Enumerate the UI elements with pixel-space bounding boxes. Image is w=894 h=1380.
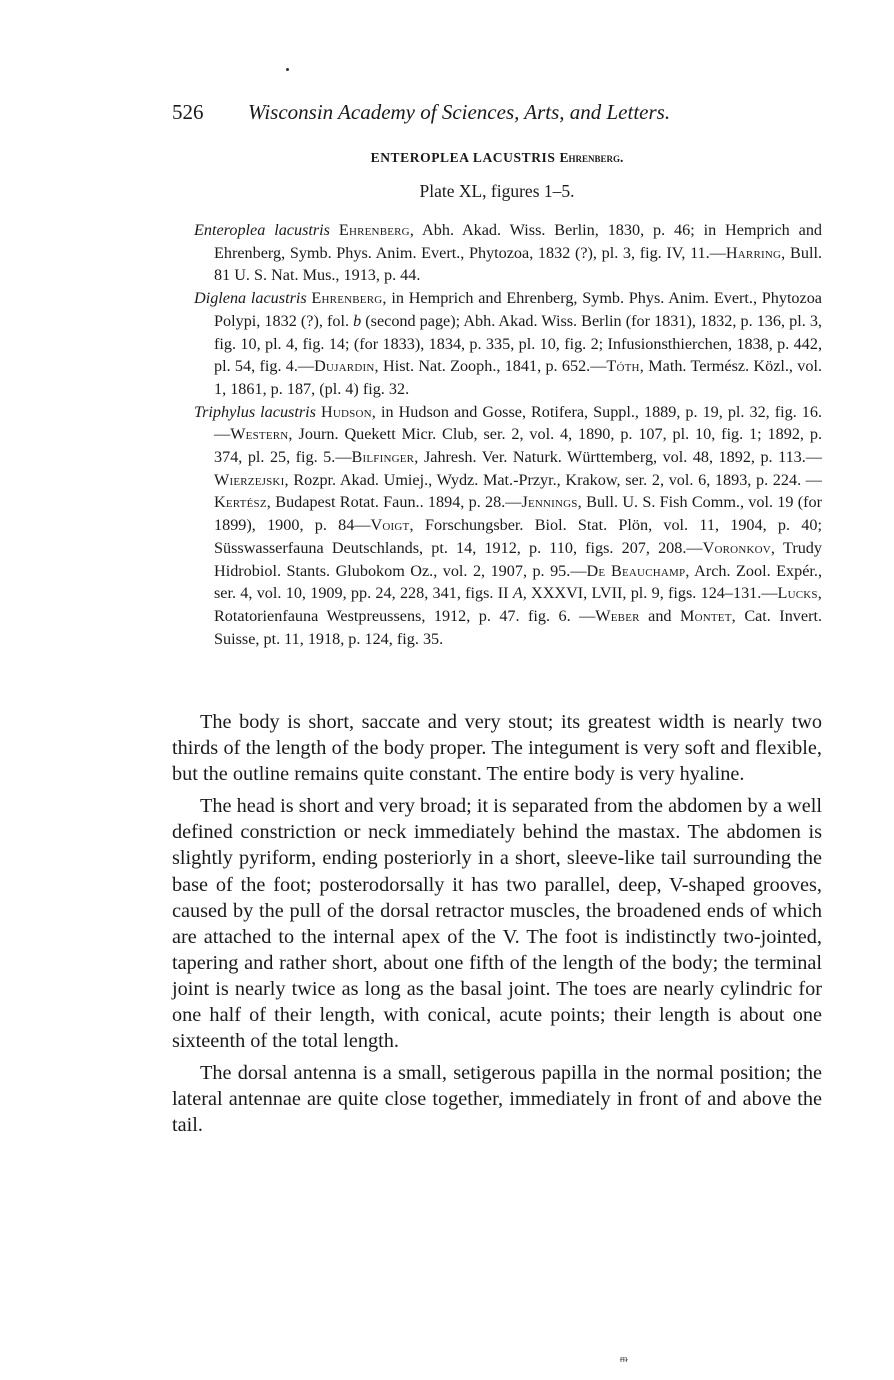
species-heading <box>172 150 822 166</box>
citation-text: and <box>639 606 680 625</box>
taxon-name: Triphylus lacustris <box>194 402 316 421</box>
author-name: Weber <box>595 606 640 625</box>
author-name: Ehrenberg, <box>338 221 415 239</box>
plate-reference: Plate XL, figures 1–5. <box>419 181 575 201</box>
citation-text: Journ. Quekett Micr. Club, ser. 2, vol. 4, 1890, p. 107, pl. 10, fig. 1; 1892, p. 374, pl. 25, fig. 5.— <box>214 425 822 467</box>
running-header <box>172 98 822 126</box>
citation-text: XXXVI, LVII, pl. 9, figs. 124–131.— <box>526 584 778 603</box>
taxon-name: Enteroplea lacustris <box>194 221 330 239</box>
citation-text: Bull. U. S. Fish Comm., vol. 19 (for 1899), 1900, p. 84— <box>214 493 822 535</box>
taxon-name: Diglena lacustris <box>194 289 307 308</box>
citation-text: Bull. 81 U. S. Nat. Mus., 1913, p. 44. <box>214 243 822 285</box>
citation-text: Abh. Akad. Wiss. Berlin, 1830, p. 46; in Hemprich and Ehrenberg, Symb. Phys. Anim. Evert., Phytozoa, 1832 (?), pl. 3, fig. IV, 11.— <box>214 221 823 262</box>
author-name: Western, <box>230 425 293 444</box>
author-name: Jennings, <box>521 493 582 512</box>
citation-text: Cat. Invert. Suisse, pt. 11, 1918, p. 124, fig. 35. <box>214 606 823 648</box>
citation-text: (second page); Abh. Akad. Wiss. Berlin (for 1831), 1832, p. 136, pl. 3, fig. 10, pl. 4, fig. 14; (for 1833), 1834, p. 335, pl. 10, fig. 2; Infusionsthierchen, 1838, p. 442, pl. 54, fig. 4.— <box>214 311 822 376</box>
description-body <box>172 709 822 1145</box>
citation-text <box>330 221 339 239</box>
citation-text: Jahresh. Ver. Naturk. Württemberg, vol. 48, 1892, p. 113.— <box>418 448 822 467</box>
citation-text: Rozpr. Akad. Umiej., Wydz. Mat.-Przyr., Krakow, ser. 2, vol. 6, 1893, p. 224. — <box>288 470 822 489</box>
printer-mark: ᵯ <box>620 1355 628 1365</box>
author-name: Tóth, <box>606 357 644 376</box>
synonymy-entry <box>194 401 822 651</box>
author-name: Kertész, <box>214 493 272 512</box>
citation-text: Math. Termész. Közl., vol. 1, 1861, p. 187, (pl. 4) fig. 32. <box>214 357 822 398</box>
citation-text: Hist. Nat. Zooph., 1841, p. 652.— <box>378 357 607 376</box>
citation-text: in Hemprich and Ehrenberg, Symb. Phys. Anim. Evert., Phytozoa Polypi, 1832 (?), fol. <box>214 289 822 330</box>
author-name: Hudson, <box>320 402 376 421</box>
page-number: 526 <box>172 100 204 124</box>
body-paragraph: The body is short, saccate and very stout; its greatest width is nearly two thirds of the length of the body proper. The integument is very soft and flexible, but the outline remains quite constant. The entire body is very hyaline. <box>172 711 822 786</box>
author-name: Montet, <box>679 606 736 625</box>
author-name: De Beauchamp, <box>586 561 690 580</box>
citation-text: Rotatorienfauna Westpreussens, 1912, p. 47. fig. 6. — <box>214 606 596 625</box>
species-name: ENTEROPLEA LACUSTRIS <box>370 150 556 165</box>
author-name: Lucks, <box>777 584 822 603</box>
author-name: Voronkov, <box>702 538 776 557</box>
journal-title: Wisconsin Academy of Sciences, Arts, and Letters. <box>248 100 671 124</box>
citation-italic: A, <box>512 584 527 603</box>
author-name: Voigt, <box>370 516 414 535</box>
author-name: Harring, <box>725 243 786 262</box>
citation-text: Arch. Zool. Expér., ser. 4, vol. 10, 1909, pp. 24, 228, 341, figs. II <box>214 561 822 603</box>
species-authority: Ehrenberg. <box>559 150 624 165</box>
citation-text: Trudy Hidrobiol. Stants. Glubokom Oz., vol. 2, 1907, p. 95.— <box>214 538 822 580</box>
body-paragraph: The dorsal antenna is a small, setigerous papilla in the normal position; the lateral antennae are quite close together, immediately in front of and above the tail. <box>172 1062 822 1137</box>
synonymy-entry <box>194 287 822 401</box>
citation-text: Budapest Rotat. Faun.. 1894, p. 28.— <box>271 493 522 512</box>
print-speck <box>286 68 289 71</box>
synonymy-list <box>194 219 822 650</box>
author-name: Bilfinger, <box>351 448 419 467</box>
citation-italic: b <box>353 311 362 330</box>
synonymy-entry <box>194 219 822 287</box>
author-name: Wierzejski, <box>214 470 289 489</box>
body-paragraph: The head is short and very broad; it is separated from the abdomen by a well defined constriction or neck immediately behind the mastax. The abdomen is slightly pyriform, ending posteriorly in a short, sleeve-like tail surrounding the base of the foot; posterodorsally it has two parallel, deep, V-shaped grooves, caused by the pull of the dorsal retractor muscles, the broadened ends of which are attached to the internal apex of the V. The foot is indistinctly two-jointed, tapering and rather short, about one fifth of the length of the body; the terminal joint is nearly twice as long as the basal joint. The toes are nearly cylindric for one half of their length, with conical, acute points; their length is about one sixteenth of the total length. <box>172 795 822 1053</box>
author-name: Ehrenberg, <box>311 289 387 308</box>
author-name: Dujardin, <box>314 357 379 376</box>
citation-text: Forschungsber. Biol. Stat. Plön, vol. 11, 1904, p. 40; Süsswasserfauna Deutschlands, pt. 14, 1912, p. 110, figs. 207, 208.— <box>214 516 822 557</box>
citation-text: in Hudson and Gosse, Rotifera, Suppl., 1889, p. 19, pl. 32, fig. 16.— <box>214 402 822 444</box>
